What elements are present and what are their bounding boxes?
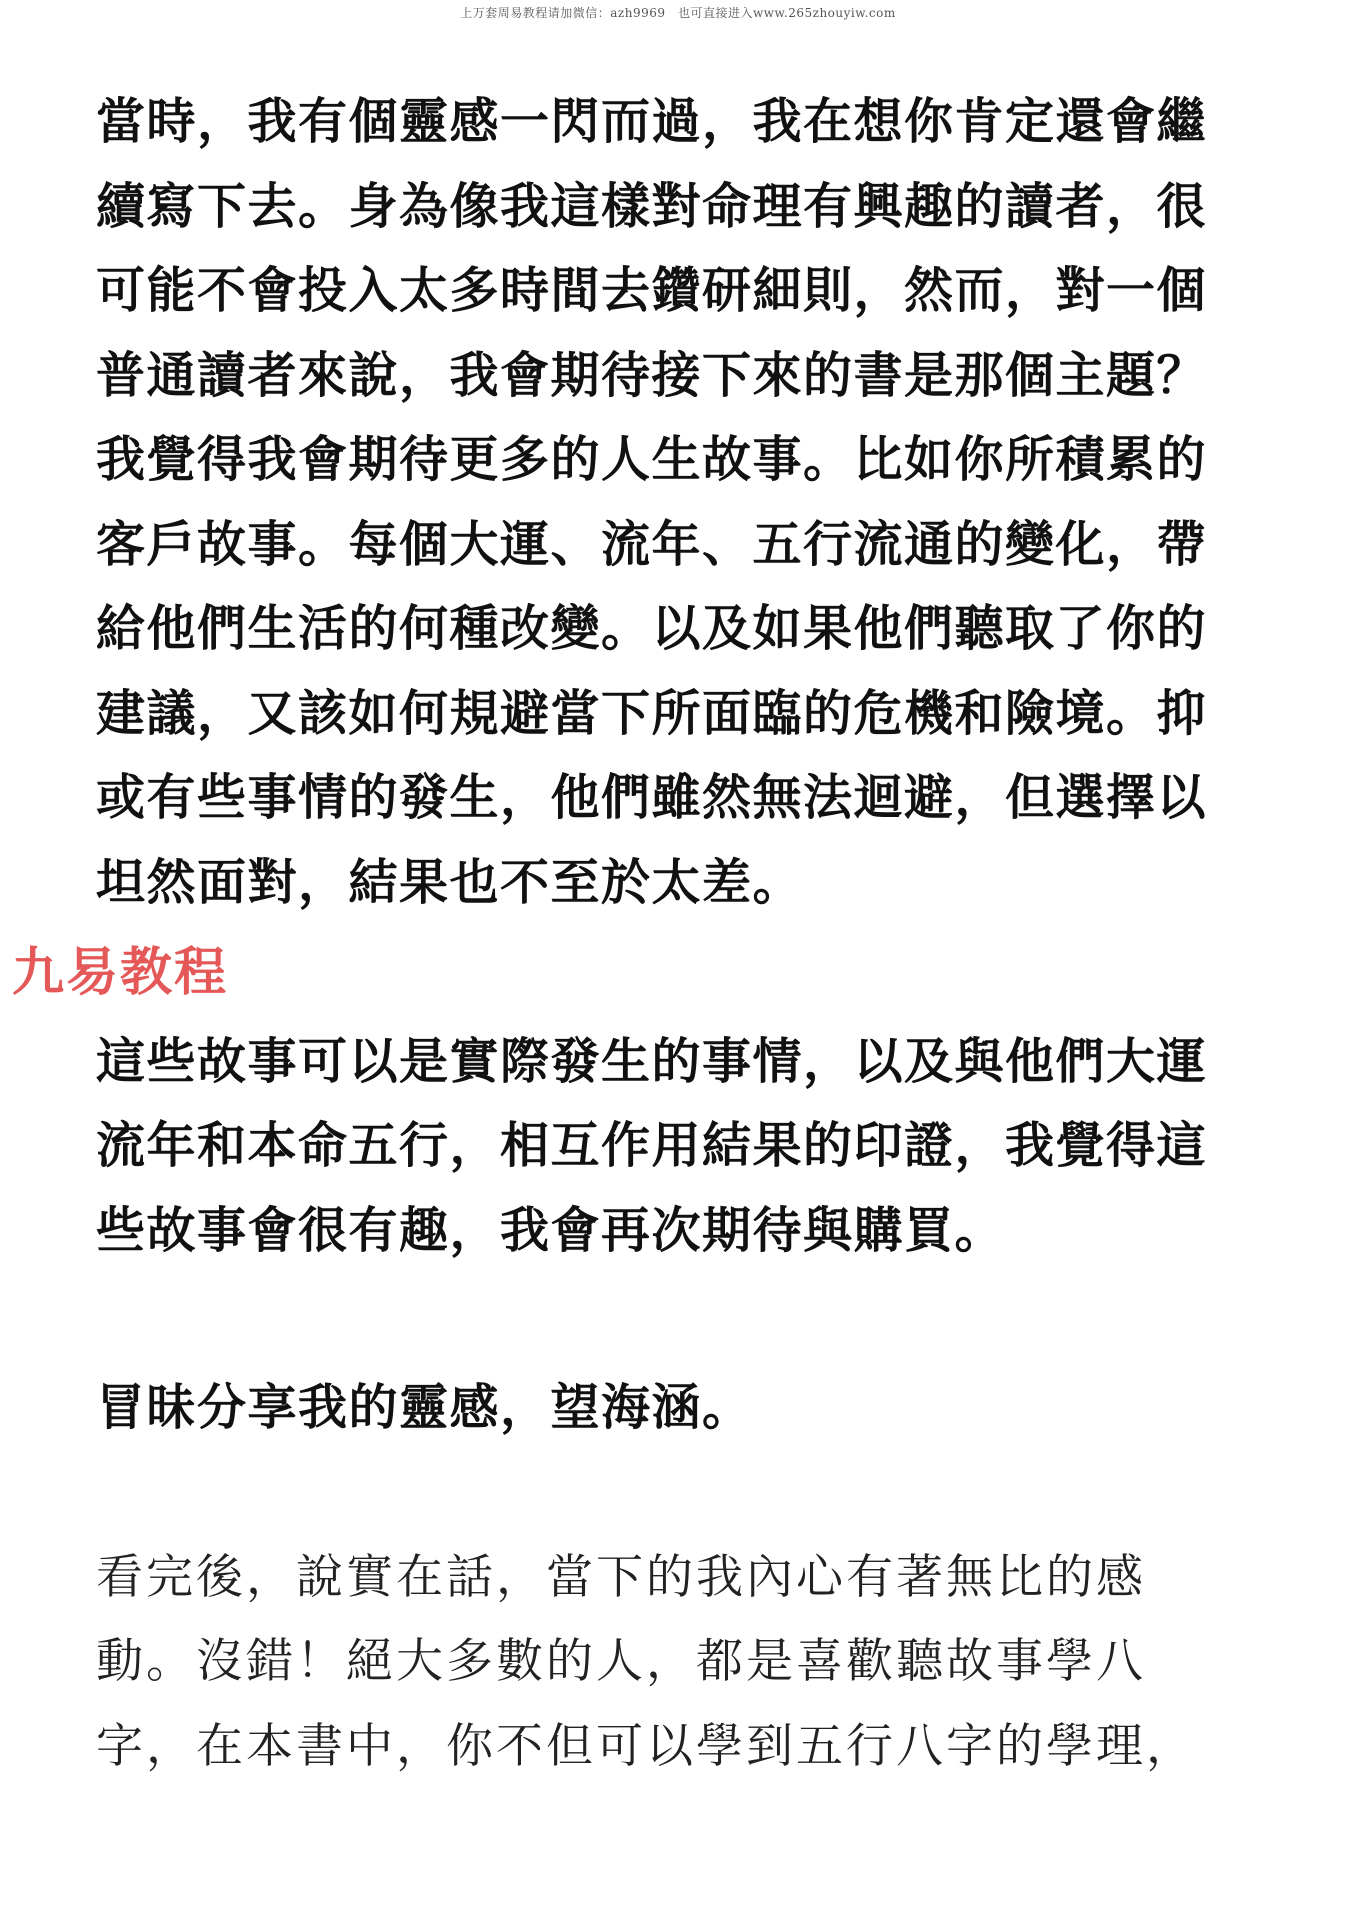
text-line: 些故事會很有趣，我會再次期待與購買。 bbox=[96, 1202, 1006, 1259]
text-line: 或有些事情的發生，他們雖然無法迴避，但選擇以 bbox=[96, 769, 1208, 826]
text-line: 流年和本命五行，相互作用結果的印證，我覺得這 bbox=[96, 1117, 1208, 1174]
text-line: 當時，我有個靈感一閃而過，我在想你肯定還會繼 bbox=[96, 93, 1208, 150]
text-line: 續寫下去。身為像我這樣對命理有興趣的讀者，很 bbox=[96, 178, 1208, 235]
text-line: 冒昧分享我的靈感，望海涵。 bbox=[96, 1379, 753, 1436]
text-line: 普通讀者來說，我會期待接下來的書是那個主題？ bbox=[96, 347, 1208, 404]
text-line: 這些故事可以是實際發生的事情，以及與他們大運 bbox=[96, 1033, 1208, 1090]
header-note: 上万套周易教程请加微信：azh9969 也可直接进入www.265zhouyiw.com bbox=[460, 6, 896, 20]
text-line: 看完後，說實在話，當下的我內心有著無比的感 bbox=[96, 1550, 1146, 1605]
text-line: 建議，又該如何規避當下所面臨的危機和險境。抑 bbox=[96, 685, 1208, 742]
watermark-logo: 九易教程 bbox=[12, 943, 229, 1003]
text-line: 我覺得我會期待更多的人生故事。比如你所積累的 bbox=[96, 431, 1208, 488]
text-line: 坦然面對，結果也不至於太差。 bbox=[96, 854, 804, 911]
text-line: 給他們生活的何種改變。以及如果他們聽取了你的 bbox=[96, 600, 1208, 657]
text-line: 動。沒錯！絕大多數的人，都是喜歡聽故事學八 bbox=[96, 1634, 1146, 1689]
text-line: 客戶故事。每個大運、流年、五行流通的變化，帶 bbox=[96, 516, 1208, 573]
text-line: 可能不會投入太多時間去鑽研細則，然而，對一個 bbox=[96, 262, 1208, 319]
text-line: 字，在本書中，你不但可以學到五行八字的學理， bbox=[96, 1719, 1196, 1774]
